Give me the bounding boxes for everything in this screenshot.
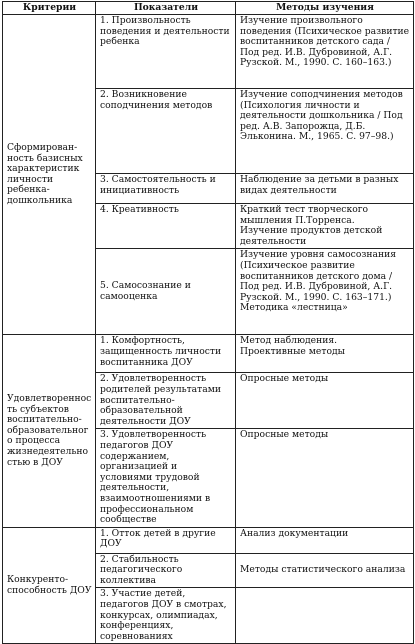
criteria-table bbox=[2, 1, 414, 644]
criterion-cell: Конкуренто-способность ДОУ bbox=[3, 527, 96, 644]
method-cell bbox=[236, 588, 414, 644]
indicator-cell: 2. Стабильность педагогического коллектива bbox=[96, 553, 236, 588]
indicator-cell: 1. Произвольность поведения и деятельности ребенка bbox=[96, 15, 236, 89]
method-text: Изучение продуктов детской деятельности bbox=[240, 225, 383, 247]
header-criteria: Критерии bbox=[3, 2, 96, 15]
method-cell bbox=[236, 335, 414, 373]
header-indicators: Показатели bbox=[96, 2, 236, 15]
method-cell bbox=[236, 204, 414, 249]
method-text: Анализ документации bbox=[240, 527, 349, 539]
indicator-cell: 1. Комфортность, защищенность личности воспитанника ДОУ bbox=[96, 335, 236, 373]
method-text: Метод наблюдения. bbox=[240, 335, 338, 347]
indicator-cell: 2. Удовлетворенность родителей результатами воспитательно-образовательной деятельности ДОУ bbox=[96, 373, 236, 429]
method-cell bbox=[236, 89, 414, 174]
indicator-cell: 3. Участие детей, педагогов ДОУ в смотрах, конкурсах, олимпиадах, конференциях, соревнованиях bbox=[96, 588, 236, 644]
method-cell bbox=[236, 527, 414, 553]
indicator-cell: 1. Отток детей в другие ДОУ bbox=[96, 527, 236, 553]
table-row bbox=[3, 15, 414, 89]
method-text: Изучение произвольного поведения (Психическое развитие воспитанников детского сада / Под ред. И.В. Дубровиной, А.Г. Рузской. М., 1990. С. 160–163.) bbox=[240, 15, 410, 69]
method-text: Краткий тест творческого мышления П.Торренса. bbox=[240, 204, 369, 226]
method-cell bbox=[236, 373, 414, 429]
method-cell bbox=[236, 553, 414, 588]
indicator-cell: 2. Возникновение соподчинения методов bbox=[96, 89, 236, 174]
criterion-cell: Удовлетворенность субъектов воспитательно-образовательного процесса жизнедеятельностью в ДОУ bbox=[3, 335, 96, 527]
indicator-cell: 4. Креативность bbox=[96, 204, 236, 249]
method-text: Методы статистического анализа bbox=[240, 564, 406, 576]
table-row bbox=[3, 335, 414, 373]
method-text: Опросные методы bbox=[240, 373, 329, 385]
indicator-cell: 3. Самостоятельность и инициативность bbox=[96, 174, 236, 204]
method-text: Методика «лестница» bbox=[240, 302, 348, 314]
method-cell bbox=[236, 174, 414, 204]
method-text: Изучение соподчинения методов (Психология личности и деятельности дошкольника / Под ред. А.В. Запорожца, Д.Б. Эльконина. М., 1965. С. 97–98.) bbox=[240, 89, 403, 143]
method-text: Проективные методы bbox=[240, 345, 345, 357]
method-cell bbox=[236, 429, 414, 527]
table-row bbox=[3, 527, 414, 553]
method-text: Наблюдение за детьми в разных видах деятельности bbox=[240, 174, 399, 196]
method-text: Изучение уровня самосознания (Психическое развитие воспитанников детского дома / Под ред. И.В. Дубровиной, А.Г. Рузской. М., 1990. С. 163–171.) bbox=[240, 249, 397, 303]
indicator-cell: 5. Самосознание и самооценка bbox=[96, 249, 236, 335]
indicator-cell: 3. Удовлетворенность педагогов ДОУ содержанием, организацией и условиями трудовой деятельности, взаимоотношениями в профессиональном сообществе bbox=[96, 429, 236, 527]
method-cell bbox=[236, 15, 414, 89]
header-row bbox=[3, 2, 414, 15]
method-text: Опросные методы bbox=[240, 429, 329, 441]
method-cell bbox=[236, 249, 414, 335]
criterion-cell: Сформирован-ность базисных характеристик личности ребенка-дошкольника bbox=[3, 15, 96, 335]
header-methods: Методы изучения bbox=[236, 2, 414, 15]
